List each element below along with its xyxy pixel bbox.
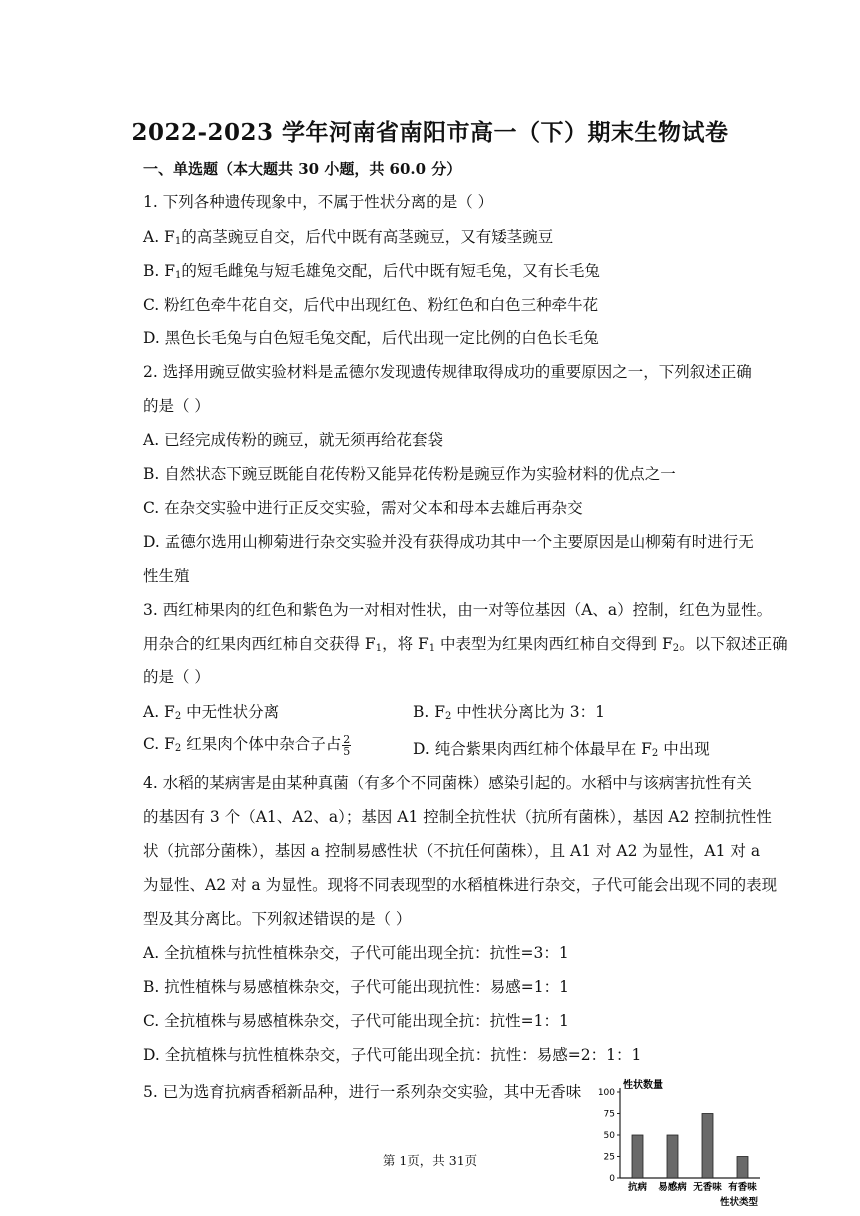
q3-option-b: B. $F_2$ 中性状分离比为 3：1: [413, 703, 605, 722]
q4-stem-line3: 状（抗部分菌株），基因 a 控制易感性状（不抗任何菌株），且 A1 对 A2 为显性，A1 对 a: [143, 842, 761, 860]
y-tick-label: 100: [597, 1088, 615, 1098]
y-axis-label: 性状数量: [623, 1080, 663, 1091]
q1-option-c: C. 粉红色牵牛花自交，后代中出现红色、粉红色和白色三种牵牛花: [143, 296, 599, 314]
q4-option-c: C. 全抗植株与易感植株杂交，子代可能出现全抗：抗性=1：1: [143, 1012, 569, 1030]
y-tick-label: 75: [603, 1109, 615, 1120]
page-title: 2022-2023 学年河南省南阳市高一（下）期末生物试卷: [131, 119, 729, 146]
q1-option-b: B. $F_1$的短毛雌兔与短毛雄兔交配，后代中既有短毛兔，又有长毛兔: [143, 262, 600, 281]
x-tick-label: 无香味: [693, 1182, 722, 1193]
q4-stem-line4: 为显性、A2 对 a 为显性。现将不同表现型的水稻植株进行杂交，子代可能会出现不同的表现: [143, 876, 778, 894]
y-tick-label: 0: [609, 1174, 615, 1184]
q2-stem-line2: 的是（ ）: [143, 397, 210, 415]
y-tick-label: 50: [603, 1131, 615, 1141]
q4-option-a: A. 全抗植株与抗性植株杂交，子代可能出现全抗：抗性=3：1: [143, 944, 569, 962]
trait-bar-chart: [596, 1078, 766, 1210]
q5-stem: 5. 已为选育抗病香稻新品种，进行一系列杂交实验，其中无香味: [143, 1083, 582, 1101]
q1-stem: 1. 下列各种遗传现象中，不属于性状分离的是（ ）: [143, 193, 494, 211]
q3-stem-line3: 的是（ ）: [143, 668, 210, 686]
q4-option-d: D. 全抗植株与抗性植株杂交，子代可能出现全抗：抗性：易感=2：1：1: [143, 1046, 642, 1064]
q4-stem-line5: 型及其分离比。下列叙述错误的是（ ）: [143, 910, 412, 928]
q2-option-a: A. 已经完成传粉的豌豆，就无须再给花套袋: [143, 431, 444, 449]
q3-option-d: D. 纯合紫果肉西红柿个体最早在 $F_2$ 中出现: [413, 740, 710, 759]
q3-stem-line2: 用杂合的红果肉西红柿自交获得 $F_1$，将 $F_1$ 中表型为红果肉西红柿自交得到 $F_2$。以下叙述正确: [143, 635, 788, 654]
q1-option-d: D. 黑色长毛兔与白色短毛兔交配，后代出现一定比例的白色长毛兔: [143, 329, 599, 347]
y-tick-label: 25: [603, 1152, 615, 1163]
q2-stem-line1: 2. 选择用豌豆做实验材料是孟德尔发现遗传规律取得成功的重要原因之一，下列叙述正确: [143, 363, 752, 381]
q3-stem-line1: 3. 西红柿果肉的红色和紫色为一对相对性状，由一对等位基因（A、a）控制，红色为显性。: [143, 601, 773, 619]
q2-option-d-line2: 性生殖: [143, 567, 190, 585]
x-tick-label: 抗病: [627, 1182, 648, 1193]
fraction: $\frac{2}{5}$: [343, 732, 351, 758]
q2-option-d-line1: D. 孟德尔选用山柳菊进行杂交实验并没有获得成功其中一个主要原因是山柳菊有时进行无: [143, 533, 754, 551]
q2-option-c: C. 在杂交实验中进行正反交实验，需对父本和母本去雄后再杂交: [143, 499, 583, 517]
q1-option-a: A. $F_1$的高茎豌豆自交，后代中既有高茎豌豆，又有矮茎豌豆: [143, 228, 554, 247]
q4-stem-line1: 4. 水稻的某病害是由某种真菌（有多个不同菌株）感染引起的。水稻中与该病害抗性有关: [143, 774, 752, 792]
page-footer: 第 1页，共 31页: [382, 1153, 478, 1168]
x-tick-label: 易感病: [658, 1182, 687, 1193]
q3-option-c: C. $F_2$ 红果肉个体中杂合子占 $\frac{2}{5}$: [143, 732, 351, 758]
q2-option-b: B. 自然状态下豌豆既能自花传粉又能异花传粉是豌豆作为实验材料的优点之一: [143, 465, 676, 483]
q4-option-b: B. 抗性植株与易感植株杂交，子代可能出现抗性：易感=1：1: [143, 978, 569, 996]
section-heading: 一、单选题（本大题共 30 小题，共 60.0 分）: [143, 160, 462, 178]
q4-stem-line2: 的基因有 3 个（A1、A2、a）；基因 A1 控制全抗性状（抗所有菌株），基因 A2 控制抗性性: [143, 808, 772, 826]
q3-option-a: A. $F_2$ 中无性状分离: [143, 703, 280, 722]
x-tick-label: 有香味: [728, 1182, 757, 1193]
x-axis-label: 性状类型: [719, 1197, 758, 1208]
